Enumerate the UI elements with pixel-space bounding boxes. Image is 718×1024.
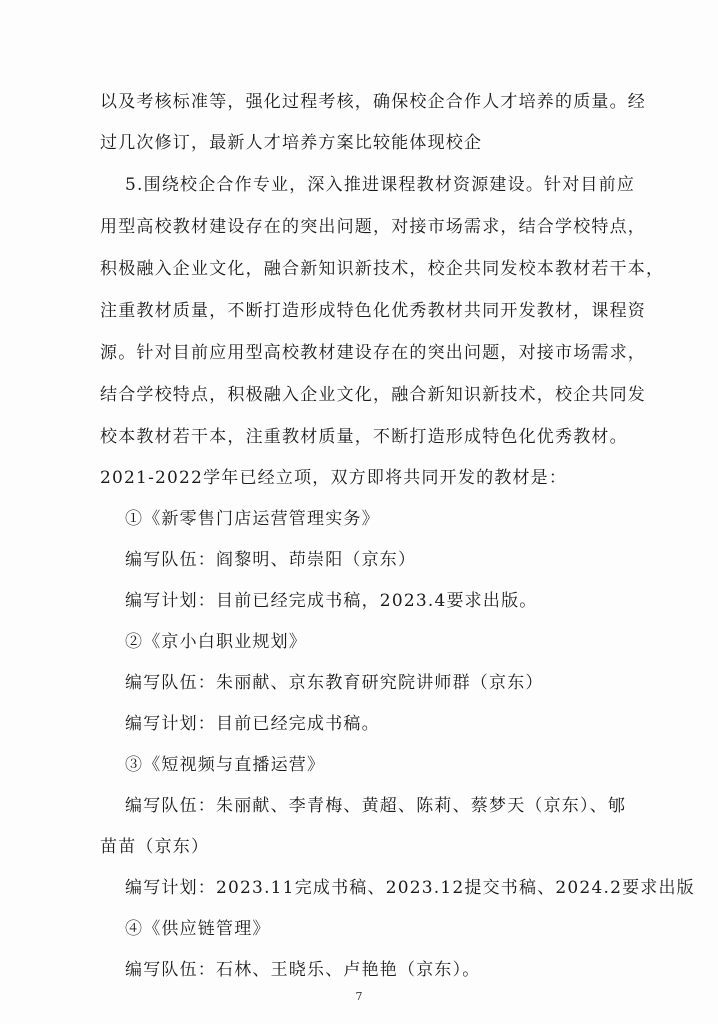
list-item-plan: 编写计划：目前已经完成书稿，2023.4要求出版。: [125, 591, 538, 611]
list-item-title: ③《短视频与直播运营》: [125, 755, 326, 775]
list-item-plan: 编写计划：目前已经完成书稿。: [125, 714, 380, 734]
body-line: 积极融入企业文化，融合新知识新技术，校企共同发校本教材若干本，: [100, 259, 665, 279]
body-line: 校本教材若干本，注重教材质量，不断打造形成特色化优秀教材。: [100, 427, 628, 447]
page-number: 7: [355, 990, 363, 1003]
body-line: 用型高校教材建设存在的突出问题，对接市场需求，结合学校特点，: [100, 217, 646, 237]
body-line: 源。针对目前应用型高校教材建设存在的突出问题，对接市场需求，: [100, 343, 646, 363]
list-item-team: 编写队伍：阎黎明、茚崇阳（京东）: [125, 550, 417, 570]
list-item-team: 编写队伍：朱丽献、京东教育研究院讲师群（京东）: [125, 673, 544, 693]
body-line: 过几次修订，最新人才培养方案比较能体现校企: [100, 133, 483, 153]
body-line: 2021-2022学年已经立项，双方即将共同开发的教材是：: [100, 468, 568, 488]
body-line: 结合学校特点，积极融入企业文化，融合新知识新技术，校企共同发: [100, 385, 646, 405]
body-line: 5.围绕校企合作专业，深入推进课程教材资源建设。针对目前应: [125, 175, 636, 195]
list-item-title: ②《京小白职业规划》: [125, 632, 307, 652]
body-line: 以及考核标准等，强化过程考核，确保校企合作人才培养的质量。经: [100, 92, 646, 112]
list-item-team: 编写队伍：石林、王晓乐、卢艳艳（京东）。: [125, 960, 481, 980]
list-item-plan: 编写计划：2023.11完成书稿、2023.12提交书稿、2024.2要求出版: [125, 878, 695, 898]
list-item-team-continued: 苗苗（京东）: [100, 837, 210, 857]
list-item-title: ④《供应链管理》: [125, 919, 271, 939]
list-item-title: ①《新零售门店运营管理实务》: [125, 509, 380, 529]
body-line: 注重教材质量，不断打造形成特色化优秀教材共同开发教材，课程资: [100, 301, 646, 321]
list-item-team: 编写队伍：朱丽献、李青梅、黄超、陈莉、蔡梦天（京东）、郇: [125, 796, 627, 816]
